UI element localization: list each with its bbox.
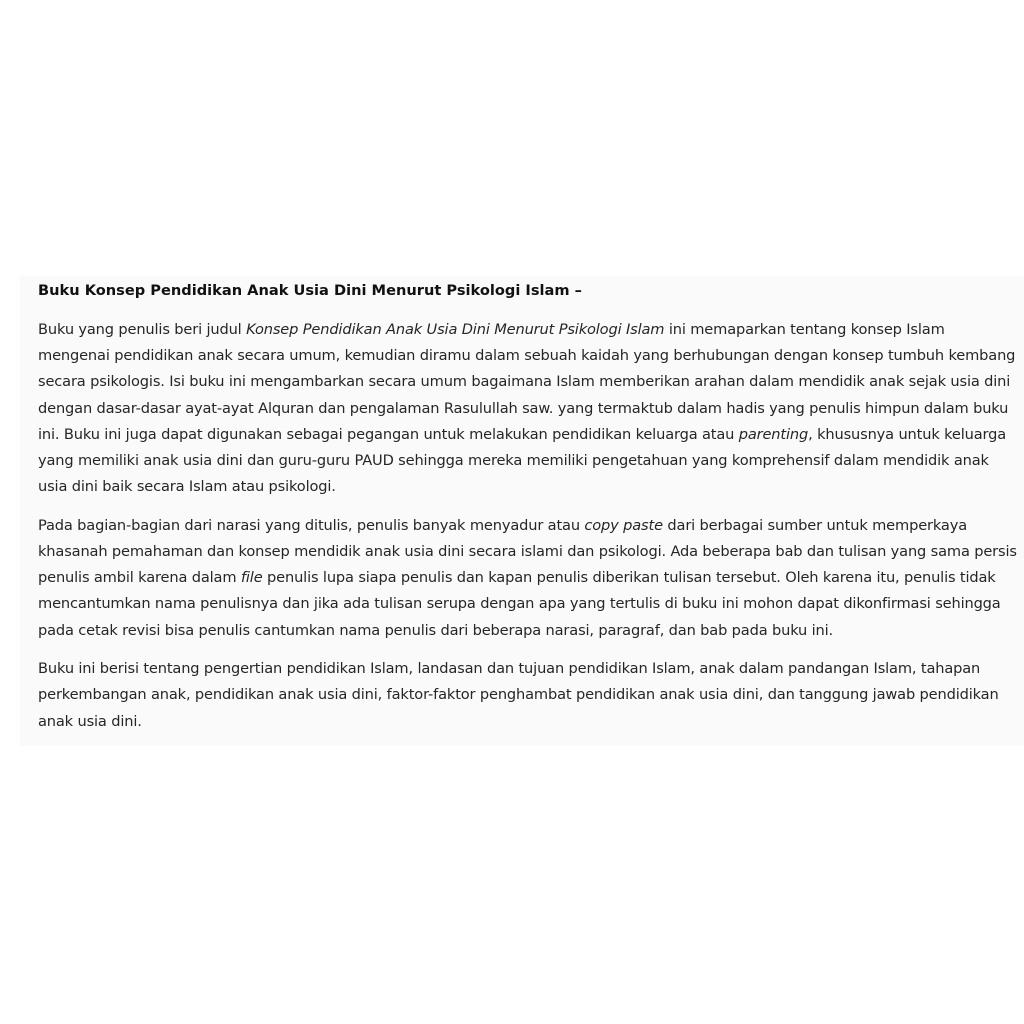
paragraph-3	[38, 656, 1018, 735]
spacer	[38, 644, 1018, 657]
text-run: ini. Buku ini juga dapat digunakan sebagai pegangan untuk melakukan pendidikan keluarga atau	[38, 425, 739, 443]
italic-term: parenting	[738, 425, 809, 443]
spacer	[38, 500, 1018, 513]
text-run: penulis ambil karena dalam	[38, 569, 241, 587]
text-run: Buku yang penulis beri judul	[38, 321, 247, 338]
paragraph-2	[38, 513, 1018, 644]
text-line: yang memiliki anak usia dini dan guru-guru PAUD sehingga mereka memiliki pengetahuan yang komprehensif dalam mendidik anak	[38, 451, 989, 469]
text-line: perkembangan anak, pendidikan anak usia dini, faktor-faktor penghambat pendidikan anak usia dini, dan tanggung jawab pendidikan	[38, 686, 999, 704]
italic-term: copy paste	[584, 516, 663, 534]
text-line: mengenai pendidikan anak secara umum, kemudian diramu dalam sebuah kaidah yang berhubungan dengan konsep tumbuh kembang	[38, 347, 1016, 365]
text-line	[38, 565, 1018, 591]
text-line	[38, 422, 1018, 448]
text-line: secara psikologis. Isi buku ini mengambarkan secara umum bagaimana Islam memberikan arahan dalam mendidik anak sejak usia dini	[38, 373, 1011, 391]
text-line: mencantumkan nama penulisnya dan jika ada tulisan serupa dengan apa yang tertulis di buku ini mohon dapat dikonfirmasi sehingga	[38, 595, 1001, 613]
text-line	[38, 513, 1018, 539]
article-panel	[20, 276, 1024, 746]
text-run: ini memaparkan tentang konsep Islam	[664, 321, 945, 338]
text-line: dengan dasar-dasar ayat-ayat Alquran dan pengalaman Rasulullah saw. yang termaktub dalam hadis yang penulis himpun dalam buku	[38, 399, 1009, 417]
paragraph-1	[38, 317, 1018, 500]
text-line: Buku ini berisi tentang pengertian pendidikan Islam, landasan dan tujuan pendidikan Islam, anak dalam pandangan Islam, tahapan	[38, 660, 981, 678]
text-line: khasanah pemahaman dan konsep mendidik anak usia dini secara islami dan psikologi. Ada beberapa bab dan tulisan yang sama persis	[38, 543, 1017, 560]
text-line: usia dini baik secara Islam atau psikologi.	[38, 478, 336, 496]
text-line: pada cetak revisi bisa penulis cantumkan nama penulis dari beberapa narasi, paragraf, dan bab pada buku ini.	[38, 621, 834, 639]
text-run: Pada bagian-bagian dari narasi yang ditulis, penulis banyak menyadur atau	[38, 516, 585, 534]
text-run: dari berbagai sumber untuk memperkaya	[662, 516, 967, 534]
text-line: anak usia dini.	[38, 712, 142, 730]
spacer	[38, 304, 1018, 317]
text-run: penulis lupa siapa penulis dan kapan penulis diberikan tulisan tersebut. Oleh karena itu, penulis tidak	[262, 569, 996, 587]
italic-term: file	[240, 569, 263, 587]
article-title: Buku Konsep Pendidikan Anak Usia Dini Menurut Psikologi Islam –	[38, 282, 582, 299]
text-line	[38, 317, 1018, 343]
book-title-italic: Konsep Pendidikan Anak Usia Dini Menurut Psikologi Islam	[246, 321, 665, 338]
text-run: , khususnya untuk keluarga	[808, 425, 1007, 443]
